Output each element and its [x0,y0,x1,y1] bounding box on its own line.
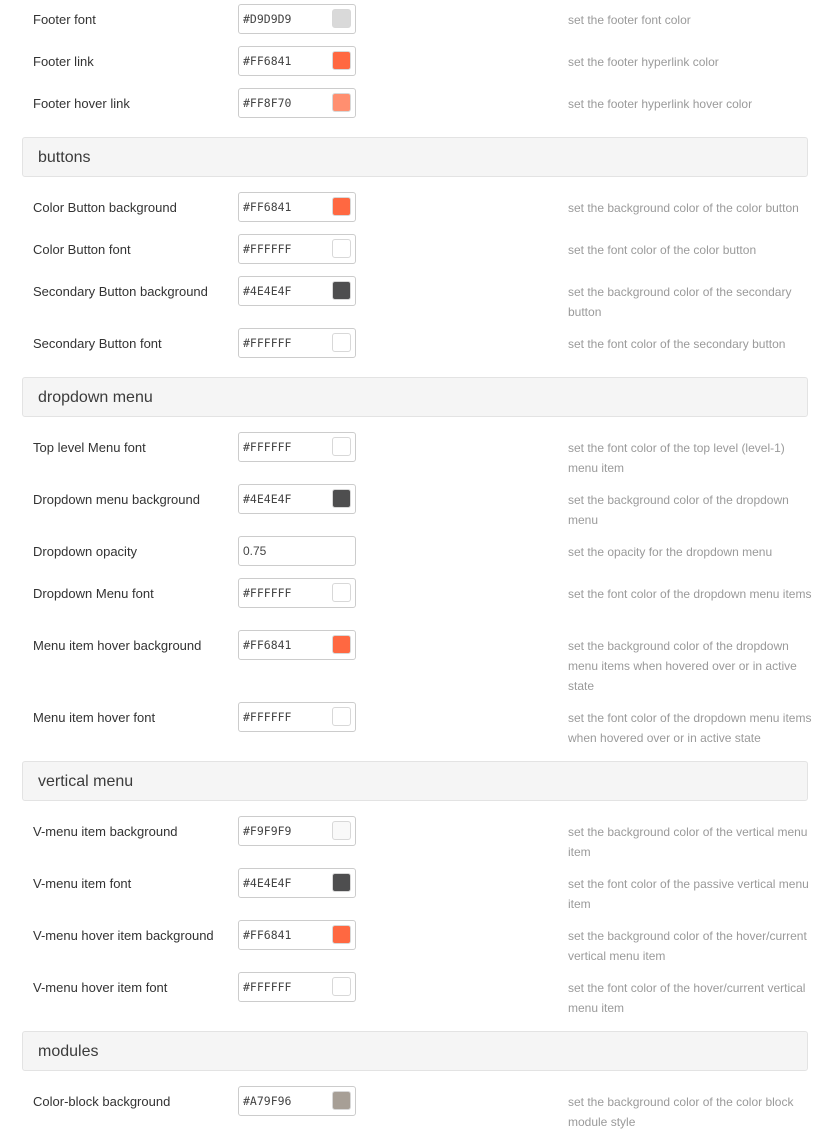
secondary-button-font-field[interactable] [238,328,356,358]
footer-link-desc: set the footer hyperlink color [568,55,719,69]
secondary-button-font-input[interactable] [239,329,331,357]
top-level-menu-font-desc: set the font color of the top level (level-1) menu item [568,441,785,475]
footer-font-input[interactable] [239,5,331,33]
dropdown-opacity-label: Dropdown opacity [33,544,138,559]
secondary-button-font-label: Secondary Button font [33,336,162,351]
vmenu-item-font-label: V-menu item font [33,876,132,891]
dropdown-opacity-field[interactable] [238,536,356,566]
section-title: vertical menu [38,773,134,790]
vmenu-hover-font-desc: set the font color of the hover/current vertical menu item [568,981,806,1015]
color-button-bg-field[interactable] [238,192,356,222]
dropdown-menu-font-field[interactable] [238,578,356,608]
dropdown-menu-font-label: Dropdown Menu font [33,586,154,601]
section-buttons [22,137,808,177]
color-block-bg-label: Color-block background [33,1094,171,1109]
color-block-bg-field[interactable] [238,1086,356,1116]
top-level-menu-font-field[interactable] [238,432,356,462]
vmenu-hover-font-field[interactable] [238,972,356,1002]
secondary-button-font-swatch[interactable] [332,333,351,352]
vmenu-hover-bg-desc: set the background color of the hover/current vertical menu item [568,929,807,963]
vmenu-hover-bg-field[interactable] [238,920,356,950]
menu-item-hover-font-field[interactable] [238,702,356,732]
dropdown-opacity-input[interactable] [239,537,353,565]
menu-item-hover-font-desc: set the font color of the dropdown menu items when hovered over or in active state [568,711,812,745]
menu-item-hover-font-swatch[interactable] [332,707,351,726]
secondary-button-bg-swatch[interactable] [332,281,351,300]
vmenu-item-bg-input[interactable] [239,817,331,845]
vmenu-item-font-desc: set the font color of the passive vertical menu item [568,877,809,911]
dropdown-menu-bg-swatch[interactable] [332,489,351,508]
color-button-font-field[interactable] [238,234,356,264]
color-button-bg-desc: set the background color of the color button [568,201,799,215]
footer-link-input[interactable] [239,47,331,75]
footer-hover-desc: set the footer hyperlink hover color [568,97,753,111]
footer-link-swatch[interactable] [332,51,351,70]
top-level-menu-font-input[interactable] [239,433,331,461]
color-block-bg-input[interactable] [239,1087,331,1115]
section-title: modules [38,1043,99,1060]
section-vertical-menu [22,761,808,801]
top-level-menu-font-swatch[interactable] [332,437,351,456]
color-button-font-desc: set the font color of the color button [568,243,757,257]
footer-link-label: Footer link [33,54,94,69]
menu-item-hover-bg-swatch[interactable] [332,635,351,654]
vmenu-hover-font-label: V-menu hover item font [33,980,168,995]
vmenu-hover-bg-label: V-menu hover item background [33,928,214,943]
footer-font-desc: set the footer font color [568,13,691,27]
section-modules [22,1031,808,1071]
vmenu-item-bg-desc: set the background color of the vertical menu item [568,825,808,859]
secondary-button-font-desc: set the font color of the secondary button [568,337,786,351]
footer-font-swatch[interactable] [332,9,351,28]
dropdown-opacity-desc: set the opacity for the dropdown menu [568,545,773,559]
vmenu-hover-bg-swatch[interactable] [332,925,351,944]
color-button-font-swatch[interactable] [332,239,351,258]
color-block-bg-desc: set the background color of the color block module style [568,1095,794,1129]
menu-item-hover-font-input[interactable] [239,703,331,731]
dropdown-menu-bg-desc: set the background color of the dropdown menu [568,493,789,527]
vmenu-item-bg-field[interactable] [238,816,356,846]
footer-font-label: Footer font [33,12,96,27]
color-button-bg-swatch[interactable] [332,197,351,216]
dropdown-menu-bg-label: Dropdown menu background [33,492,200,507]
color-button-bg-input[interactable] [239,193,331,221]
section-title: dropdown menu [38,389,153,406]
section-title: buttons [38,149,91,166]
menu-item-hover-font-label: Menu item hover font [33,710,156,725]
footer-hover-swatch[interactable] [332,93,351,112]
vmenu-hover-bg-input[interactable] [239,921,331,949]
menu-item-hover-bg-label: Menu item hover background [33,638,202,653]
color-block-bg-swatch[interactable] [332,1091,351,1110]
dropdown-menu-font-input[interactable] [239,579,331,607]
secondary-button-bg-input[interactable] [239,277,331,305]
footer-font-field[interactable] [238,4,356,34]
menu-item-hover-bg-field[interactable] [238,630,356,660]
dropdown-menu-font-desc: set the font color of the dropdown menu items [568,587,812,601]
color-button-bg-label: Color Button background [33,200,177,215]
vmenu-item-bg-swatch[interactable] [332,821,351,840]
dropdown-menu-font-swatch[interactable] [332,583,351,602]
vmenu-hover-font-swatch[interactable] [332,977,351,996]
menu-item-hover-bg-desc: set the background color of the dropdown menu items when hovered over or in active state [568,639,797,693]
secondary-button-bg-field[interactable] [238,276,356,306]
footer-hover-label: Footer hover link [33,96,130,111]
dropdown-menu-bg-field[interactable] [238,484,356,514]
vmenu-item-font-swatch[interactable] [332,873,351,892]
color-button-font-label: Color Button font [33,242,131,257]
dropdown-menu-bg-input[interactable] [239,485,331,513]
footer-link-field[interactable] [238,46,356,76]
footer-hover-input[interactable] [239,89,331,117]
vmenu-hover-font-input[interactable] [239,973,331,1001]
menu-item-hover-bg-input[interactable] [239,631,331,659]
top-level-menu-font-label: Top level Menu font [33,440,146,455]
footer-hover-field[interactable] [238,88,356,118]
vmenu-item-bg-label: V-menu item background [33,824,178,839]
secondary-button-bg-label: Secondary Button background [33,284,208,299]
color-button-font-input[interactable] [239,235,331,263]
vmenu-item-font-input[interactable] [239,869,331,897]
section-dropdown-menu [22,377,808,417]
secondary-button-bg-desc: set the background color of the secondary button [568,285,792,319]
vmenu-item-font-field[interactable] [238,868,356,898]
